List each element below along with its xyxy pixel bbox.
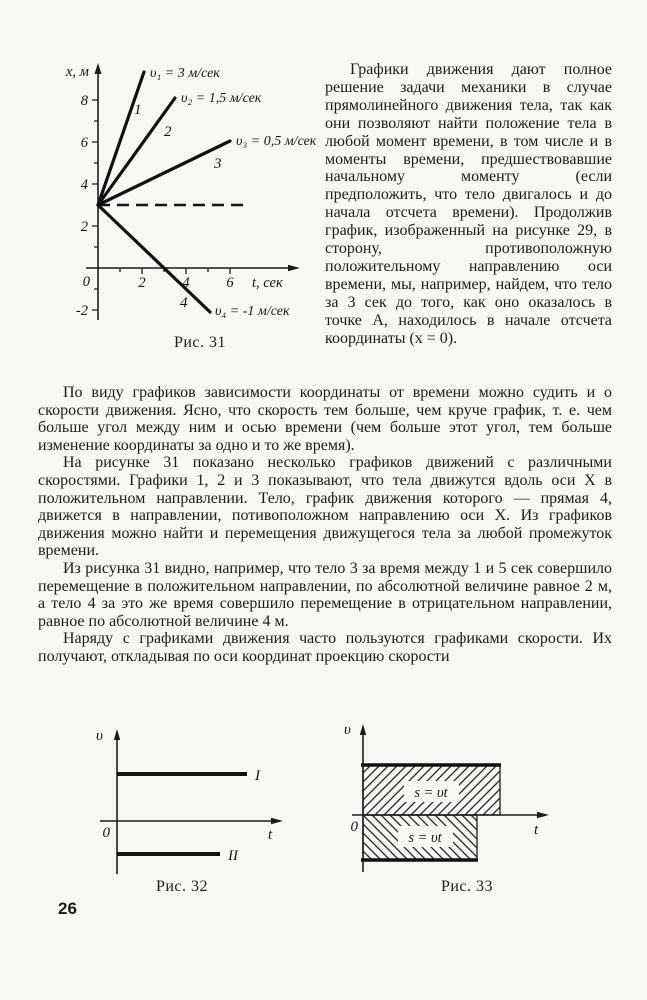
fig31-y-axis-arrow-icon [95, 63, 102, 74]
fig31-ytick-m2: -2 [75, 303, 88, 319]
fig33-area-negative-label: s = υt [408, 830, 442, 846]
fig31-line-1-number: 1 [134, 102, 142, 118]
fig31-line-4 [98, 205, 210, 312]
fig32-line-II-label: II [228, 848, 238, 864]
fig33-v-label: υ [344, 722, 351, 738]
figure-33-graph [342, 722, 567, 877]
figure-33-caption: Рис. 33 [440, 878, 494, 895]
fig31-line-3-number: 3 [214, 156, 222, 172]
fig31-xtick-6: 6 [226, 275, 234, 291]
body-paragraph-2: На рисунке 31 показано несколько графиков движений с различными скоростями. Графики 1, 2 и 3 показывают, что тела движутся вдоль оси X в положительном направлении. Тело, график движения которого — прямая 4, движется в направлении, потивоположном направлению оси X. Из графиков движения можно найти и перемещения движущегося тела за любой промежуток времени. [38, 454, 612, 560]
fig31-y-axis-label: x, м [66, 64, 89, 80]
fig32-origin-label: 0 [102, 825, 110, 841]
fig33-origin-label: 0 [350, 819, 358, 835]
page-number: 26 [58, 899, 77, 918]
fig32-t-axis-arrow-icon [271, 818, 283, 824]
fig31-x-axis-label: t, сек [252, 275, 283, 291]
fig33-v-axis-arrow-icon [360, 724, 366, 735]
intro-column-text [325, 61, 612, 348]
body-paragraph-4: Наряду с графиками движения часто пользуются графиками скорости. Их получают, откладывая по оси координат проекцию скорости [38, 630, 612, 665]
intro-paragraph: Графики движения дают полное решение задачи механики в случае прямолинейного движения тела, так как они позволяют найти положение тела в любой момент времени, в том числе и в моменты времени, предшествовавшие начальному моменту (если предположить, что тело двигалось и до начала отсчета времени). Продолжив график, изображенный на рисунке 29, в сторону, противоположную положительному направлению оси времени, мы, например, найдем, что тело за 3 сек до того, как оно оказалось в точке А, находилось в начале отсчета координаты (x = 0). [325, 61, 612, 347]
fig31-line-2-velocity-label: υ₂ = 1,5 м/сек [181, 91, 262, 106]
fig31-ytick-2: 2 [80, 219, 88, 235]
fig31-x-axis-arrow-icon [288, 265, 300, 271]
body-text [38, 384, 612, 666]
fig33-t-axis-arrow-icon [537, 812, 549, 818]
fig31-line-2-number: 2 [164, 124, 172, 140]
figure-32-graph [72, 726, 292, 876]
fig31-line-1-velocity-label: υ₁ = 3 м/сек [150, 66, 220, 81]
body-paragraph-1: По виду графиков зависимости координаты от времени можно судить и о скорости движения. Ясно, что скорость тем больше, чем круче график, т. е. чем больше угол между ним и осью времени (чем больше этот угол, тем больше изменение координаты за одно и то же время). [38, 384, 612, 454]
body-paragraph-3: Из рисунка 31 видно, например, что тело 3 за время между 1 и 5 сек совершило перемещение в положительном направлении, по абсолютной величине равное 2 м, а тело 4 за это же время совершило перемещение в отрицательном направлении, равное по абсолютной величине 4 м. [38, 559, 612, 630]
fig32-v-label: υ [96, 728, 103, 744]
fig31-ytick-6: 6 [80, 135, 88, 151]
fig31-line-4-number: 4 [180, 295, 188, 311]
fig31-line-4-velocity-label: υ₄ = -1 м/сек [215, 304, 290, 319]
fig32-t-label: t [268, 827, 273, 843]
fig31-origin-label: 0 [82, 274, 90, 290]
fig31-ytick-4: 4 [80, 177, 88, 193]
fig32-line-I-label: I [255, 768, 260, 784]
fig33-t-label: t [534, 822, 539, 838]
fig31-line-3-velocity-label: υ₃ = 0,5 м/сек [236, 134, 317, 149]
fig33-area-positive-label: s = υt [414, 785, 448, 801]
fig31-xtick-4: 4 [182, 275, 190, 291]
fig31-ytick-8: 8 [80, 93, 88, 109]
fig32-v-axis-arrow-icon [114, 729, 120, 740]
figure-31-graph [52, 56, 330, 342]
figure-31-caption: Рис. 31 [173, 334, 227, 351]
fig31-xtick-2: 2 [138, 275, 146, 291]
figure-32-caption: Рис. 32 [155, 878, 209, 895]
